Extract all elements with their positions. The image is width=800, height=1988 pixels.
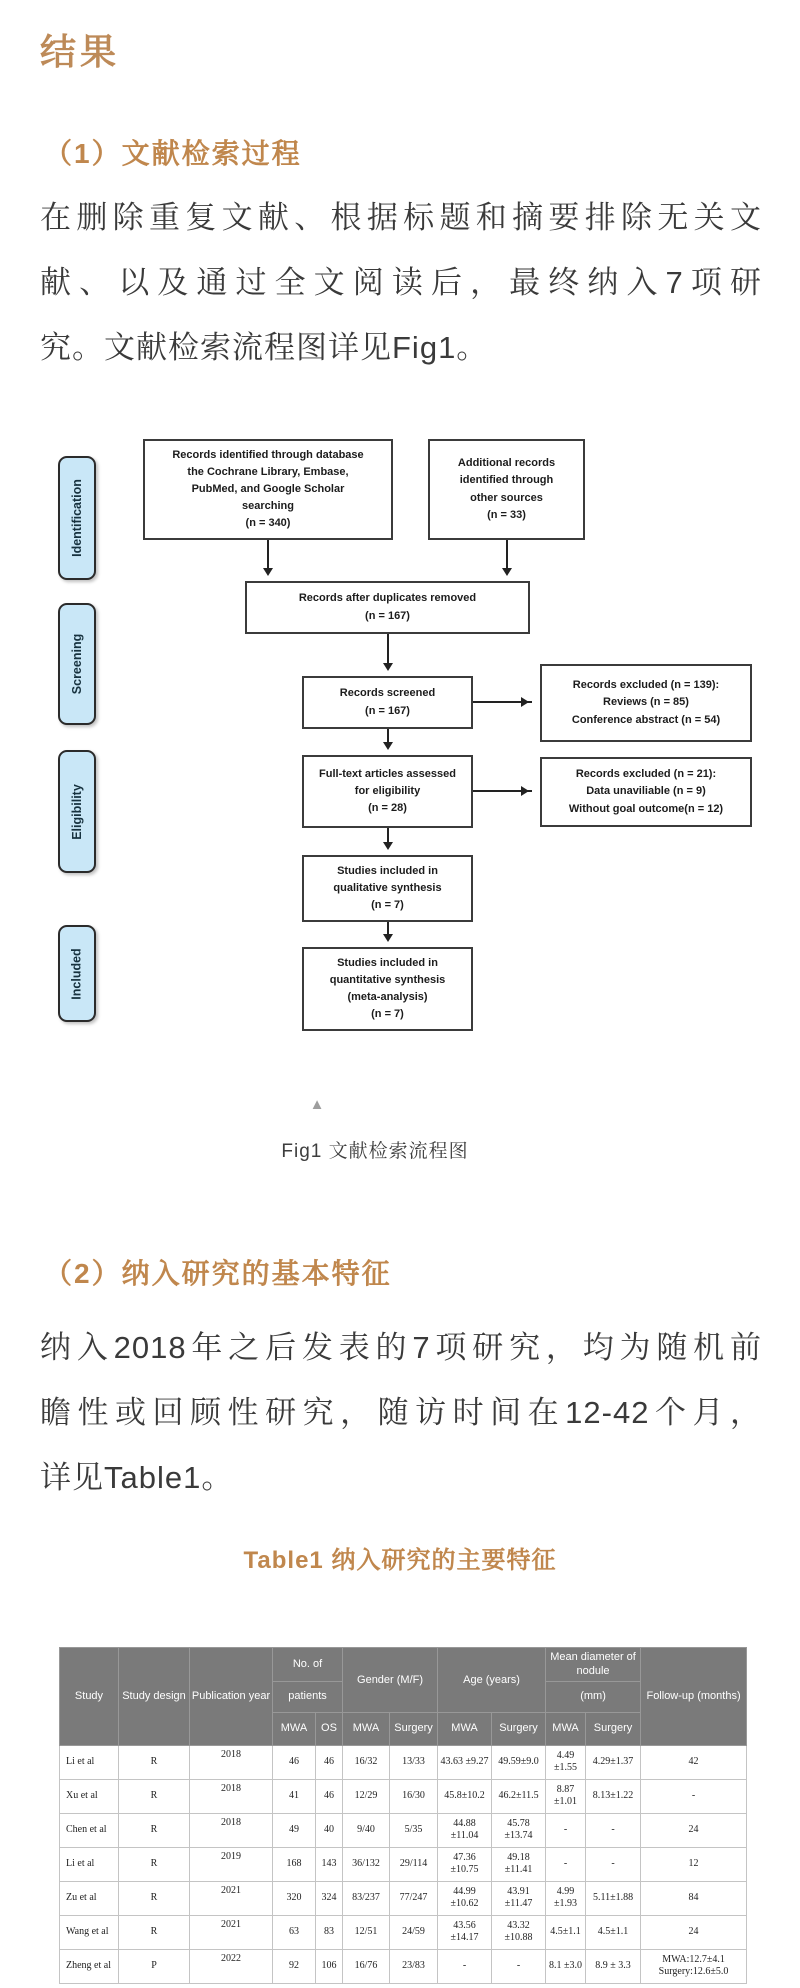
table-cell: 46 <box>316 1779 343 1813</box>
flow-box-quantitative-synthesis <box>302 947 473 1031</box>
stage-label-identification <box>58 456 96 580</box>
subcol-header-mwa: MWA <box>343 1712 390 1745</box>
flow-arrow-down <box>387 922 389 939</box>
table-cell: 43.63 ±9.27 <box>438 1745 492 1779</box>
table-cell: 2018 <box>190 1813 273 1847</box>
stage-label-text: Eligibility <box>70 783 84 840</box>
col-header-mm: (mm) <box>546 1681 641 1712</box>
table-cell: 16/30 <box>390 1779 438 1813</box>
paragraph-line: 献、以及通过全文阅读后，最终纳入7项研 <box>40 265 762 300</box>
table-row <box>60 1949 747 1983</box>
col-header-gender: Gender (M/F) <box>343 1648 438 1713</box>
table-cell: Wang et al <box>60 1915 119 1949</box>
table-cell: 24 <box>641 1813 747 1847</box>
table-cell: 4.99 ±1.93 <box>546 1881 586 1915</box>
table-cell: 168 <box>273 1847 316 1881</box>
table-cell: 8.1 ±3.0 <box>546 1949 586 1983</box>
table-cell: Zheng et al <box>60 1949 119 1983</box>
flow-arrow-down <box>387 828 389 847</box>
text-line: (n = 167) <box>365 704 410 717</box>
table1-title: Table1 纳入研究的主要特征 <box>243 1547 557 1574</box>
table-cell: R <box>119 1813 190 1847</box>
table-cell: - <box>438 1949 492 1983</box>
col-header-publication-year: Publication year <box>190 1648 273 1746</box>
stage-label-text: Identification <box>70 479 84 557</box>
flow-box-duplicates-removed <box>245 581 530 634</box>
subcol-header-surgery: Surgery <box>586 1712 641 1745</box>
text-line: Studies included in <box>337 864 438 877</box>
table-cell: 5.11±1.88 <box>586 1881 641 1915</box>
text-line: Studies included in <box>337 956 438 969</box>
table-cell: 46 <box>273 1745 316 1779</box>
table-row <box>60 1881 747 1915</box>
text-line: searching <box>242 500 294 513</box>
flow-box-excluded-fulltext <box>540 757 752 827</box>
table-cell: 47.36 ±10.75 <box>438 1847 492 1881</box>
table-cell: 12 <box>641 1847 747 1881</box>
table-row <box>60 1847 747 1881</box>
table-cell: 12/29 <box>343 1779 390 1813</box>
table-cell: 24 <box>641 1915 747 1949</box>
text-line: (n = 340) <box>245 517 291 530</box>
flow-arrow-down <box>506 540 508 573</box>
stage-label-text: Included <box>70 947 84 1000</box>
section2-paragraph <box>40 1315 762 1510</box>
table-cell: 84 <box>641 1881 747 1915</box>
table-cell: Xu et al <box>60 1779 119 1813</box>
col-header-followup: Follow-up (months) <box>641 1648 747 1746</box>
table-cell: 2022 <box>190 1949 273 1983</box>
table-cell: 49.18 ±11.41 <box>492 1847 546 1881</box>
text-line: Records screened <box>339 687 436 700</box>
table-cell: R <box>119 1881 190 1915</box>
paragraph-line: 瞻性或回顾性研究，随访时间在12-42个月， <box>40 1395 762 1430</box>
table-cell: 12/51 <box>343 1915 390 1949</box>
flow-box-records-identified <box>143 439 393 540</box>
table-cell: 42 <box>641 1745 747 1779</box>
text-line: Reviews (n = 85) <box>603 696 689 709</box>
text-line: qualitative synthesis <box>333 881 442 894</box>
stage-label-eligibility <box>58 750 96 873</box>
text-line: (n = 28) <box>368 802 407 815</box>
text-line: for eligibility <box>354 784 421 797</box>
table-cell: 46.2±11.5 <box>492 1779 546 1813</box>
text-line: Additional records <box>457 457 556 470</box>
col-header-study: Study <box>60 1648 119 1746</box>
table-cell: P <box>119 1949 190 1983</box>
table-cell: 2019 <box>190 1847 273 1881</box>
flow-box-records-screened <box>302 676 473 729</box>
subcol-header-mwa: MWA <box>273 1712 316 1745</box>
table-cell: 8.9 ± 3.3 <box>586 1949 641 1983</box>
table-cell: - <box>546 1847 586 1881</box>
table-cell: 4.29±1.37 <box>586 1745 641 1779</box>
table-cell: 16/76 <box>343 1949 390 1983</box>
table-cell: R <box>119 1847 190 1881</box>
table-cell: 44.88 ±11.04 <box>438 1813 492 1847</box>
table-cell: 4.5±1.1 <box>586 1915 641 1949</box>
table-cell: - <box>586 1813 641 1847</box>
triangle-marker-icon: ▲ <box>309 1096 325 1113</box>
table-cell: 83 <box>316 1915 343 1949</box>
stage-label-included <box>58 925 96 1022</box>
table-cell: R <box>119 1779 190 1813</box>
table-cell: 8.87 ±1.01 <box>546 1779 586 1813</box>
table-cell: - <box>492 1949 546 1983</box>
text-line: (n = 7) <box>371 899 404 912</box>
subcol-header-os: OS <box>316 1712 343 1745</box>
text-line: Records excluded (n = 139): <box>572 679 720 692</box>
table-cell: R <box>119 1915 190 1949</box>
col-header-age: Age (years) <box>438 1648 546 1713</box>
stage-label-text: Screening <box>70 633 84 695</box>
subcol-header-mwa: MWA <box>438 1712 492 1745</box>
table-row <box>60 1813 747 1847</box>
table-cell: 5/35 <box>390 1813 438 1847</box>
table-cell: 45.78 ±13.74 <box>492 1813 546 1847</box>
table-cell: 49.59±9.0 <box>492 1745 546 1779</box>
col-header-no-of: No. of <box>273 1648 343 1682</box>
paragraph-line: 纳入2018年之后发表的7项研究，均为随机前 <box>40 1330 762 1365</box>
table-cell: 8.13±1.22 <box>586 1779 641 1813</box>
table-body <box>60 1745 747 1983</box>
section1-heading: （1）文献检索过程 <box>44 138 302 169</box>
table-cell: 92 <box>273 1949 316 1983</box>
table-cell: 40 <box>316 1813 343 1847</box>
table-cell: 2021 <box>190 1881 273 1915</box>
col-header-mean-diameter: Mean diameter of nodule <box>546 1648 641 1682</box>
subcol-header-surgery: Surgery <box>492 1712 546 1745</box>
table-cell: 41 <box>273 1779 316 1813</box>
text-line: (n = 33) <box>487 508 526 521</box>
page-title: 结果 <box>40 32 121 72</box>
section1-paragraph <box>40 185 762 380</box>
table-cell: 106 <box>316 1949 343 1983</box>
col-header-patients: patients <box>273 1681 343 1712</box>
table-cell: - <box>546 1813 586 1847</box>
flow-box-excluded-screening <box>540 664 752 742</box>
table-cell: 36/132 <box>343 1847 390 1881</box>
table-row <box>60 1915 747 1949</box>
table-cell: 320 <box>273 1881 316 1915</box>
text-line: Records identified through database <box>172 448 364 461</box>
table-cell: 63 <box>273 1915 316 1949</box>
flow-box-additional-records <box>428 439 585 540</box>
text-line: Records after duplicates removed <box>298 592 477 605</box>
table-cell: Li et al <box>60 1847 119 1881</box>
paragraph-line: 在删除重复文献、根据标题和摘要排除无关文 <box>40 200 762 235</box>
text-line: Full-text articles assessed <box>319 767 456 780</box>
table-cell: 43.56 ±14.17 <box>438 1915 492 1949</box>
flow-box-qualitative-synthesis <box>302 855 473 922</box>
subcol-header-surgery: Surgery <box>390 1712 438 1745</box>
table-cell: 324 <box>316 1881 343 1915</box>
text-line: (n = 7) <box>371 1008 404 1021</box>
flow-box-fulltext-assessed <box>302 755 473 828</box>
paragraph-line: 究。文献检索流程图详见Fig1。 <box>40 330 489 365</box>
paragraph-line: 详见Table1。 <box>40 1460 234 1495</box>
text-line: identified through <box>459 474 554 487</box>
fig1-caption: Fig1 文献检索流程图 <box>281 1141 469 1162</box>
table-cell: MWA:12.7±4.1 Surgery:12.6±5.0 <box>641 1949 747 1983</box>
flow-arrow-right <box>473 790 532 792</box>
text-line: quantitative synthesis <box>329 973 446 986</box>
table-cell: 45.8±10.2 <box>438 1779 492 1813</box>
table-row <box>60 1745 747 1779</box>
table-cell: 13/33 <box>390 1745 438 1779</box>
flow-arrow-down <box>387 729 389 747</box>
study-characteristics-table <box>59 1647 747 1984</box>
table-cell: 44.99 ±10.62 <box>438 1881 492 1915</box>
table-cell: 4.5±1.1 <box>546 1915 586 1949</box>
table-cell: - <box>641 1779 747 1813</box>
table-cell: 46 <box>316 1745 343 1779</box>
subcol-header-mwa: MWA <box>546 1712 586 1745</box>
table-cell: 16/32 <box>343 1745 390 1779</box>
table-cell: 24/59 <box>390 1915 438 1949</box>
table-cell: 29/114 <box>390 1847 438 1881</box>
table-cell: 23/83 <box>390 1949 438 1983</box>
table-cell: R <box>119 1745 190 1779</box>
table-cell: 83/237 <box>343 1881 390 1915</box>
table-cell: 2021 <box>190 1915 273 1949</box>
text-line: other sources <box>470 491 543 504</box>
table-cell: 2018 <box>190 1779 273 1813</box>
stage-label-screening <box>58 603 96 725</box>
table-cell: 77/247 <box>390 1881 438 1915</box>
table-cell: 4.49 ±1.55 <box>546 1745 586 1779</box>
text-line: (n = 167) <box>365 609 410 622</box>
text-line: Without goal outcome(n = 12) <box>568 802 724 815</box>
text-line: the Cochrane Library, Embase, <box>187 465 349 478</box>
flow-arrow-down <box>267 540 269 573</box>
table-cell: 43.91 ±11.47 <box>492 1881 546 1915</box>
table-cell: 2018 <box>190 1745 273 1779</box>
table-header <box>60 1648 747 1746</box>
table-cell: Zu et al <box>60 1881 119 1915</box>
flow-arrow-right <box>473 701 532 703</box>
table-cell: 43.32 ±10.88 <box>492 1915 546 1949</box>
table-cell: Chen et al <box>60 1813 119 1847</box>
text-line: Data unaviliable (n = 9) <box>586 785 706 798</box>
flow-arrow-down <box>387 634 389 668</box>
table-cell: Li et al <box>60 1745 119 1779</box>
text-line: Records excluded (n = 21): <box>575 768 717 781</box>
text-line: PubMed, and Google Scholar <box>191 482 345 495</box>
table-cell: 143 <box>316 1847 343 1881</box>
text-line: (meta-analysis) <box>347 991 428 1003</box>
table-cell: 49 <box>273 1813 316 1847</box>
section2-heading: （2）纳入研究的基本特征 <box>44 1258 392 1289</box>
table-row <box>60 1779 747 1813</box>
table-cell: - <box>586 1847 641 1881</box>
col-header-study-design: Study design <box>119 1648 190 1746</box>
table-cell: 9/40 <box>343 1813 390 1847</box>
text-line: Conference abstract (n = 54) <box>571 713 721 726</box>
